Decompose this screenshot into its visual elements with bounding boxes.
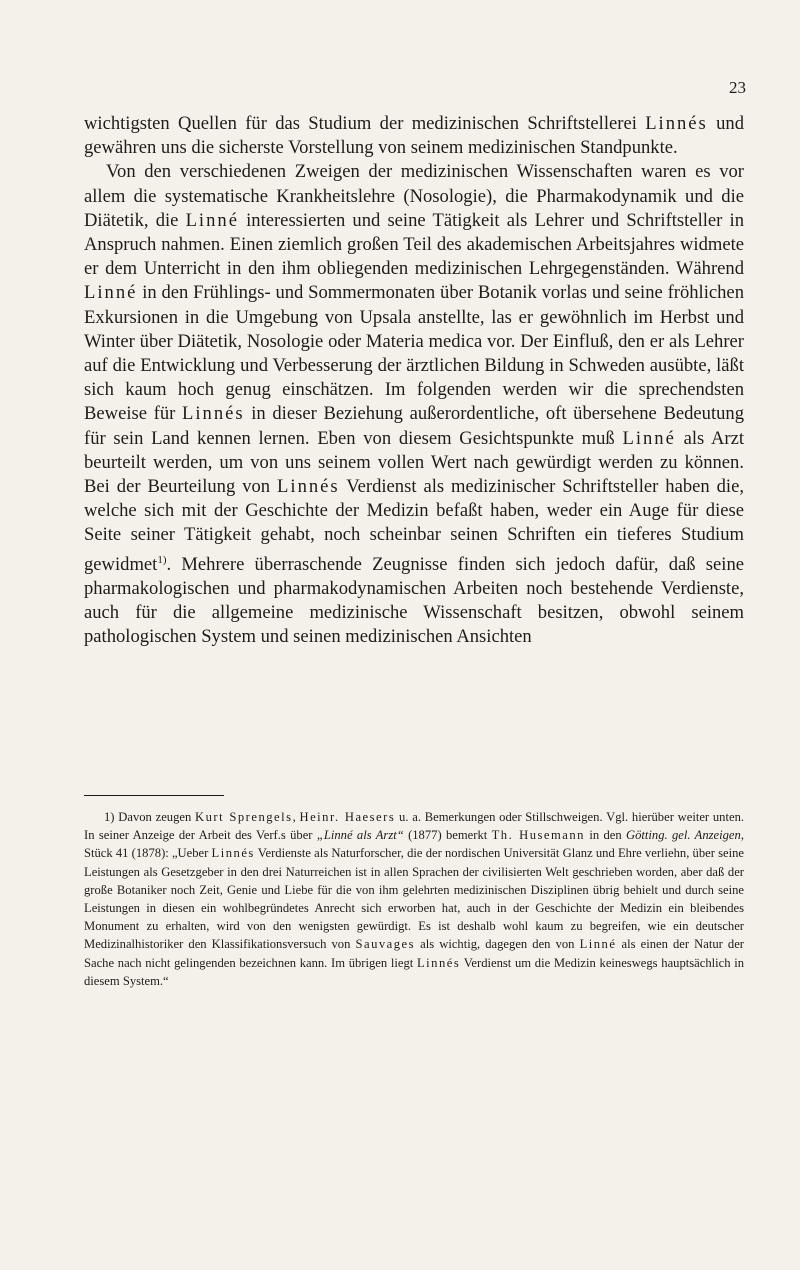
footnote-divider <box>84 795 224 796</box>
text-run: als einen der Natur der Sache nach nicht gelingenden bezeichnen kann. Im übrigen liegt <box>84 937 745 970</box>
spaced-name: Sauvages <box>355 937 416 952</box>
body-text <box>84 112 744 650</box>
text-run: Von den verschiedenen Zweigen der medizinischen Wissenschaften waren es vor allem die systematische Krankheitslehre (Nosologie), die Pharmakodynamik und die Diätetik, die <box>84 161 744 231</box>
text-run: als Arzt beurteilt werden, um von uns seinem vollen Wert nach gewürdigt werden zu können. Bei der Beurteilung von <box>84 427 744 498</box>
text-run: Verdienst als medizinischer Schriftsteller haben die, welche sich mit der Geschichte der Medizin befaßt haben, weder ein Auge für diese Seite seiner Tätigkeit gehabt, noch scheinbar seinen Schriften ein tieferes Studium gewidmet <box>84 476 744 575</box>
paragraph-2 <box>84 160 744 649</box>
text-run: interessierten und seine Tätigkeit als Lehrer und Schriftsteller in Anspruch nahmen. Einen ziemlich großen Teil des akademischen Arbeitsjahres widmete er dem Unterricht in den ihm obliegenden medizinischen Lehrgegenständen. Während <box>84 209 744 280</box>
paragraph-1 <box>84 112 744 160</box>
footnote <box>84 808 744 990</box>
footnote-marker: 1) <box>157 553 167 566</box>
spaced-name: Linnés <box>211 846 255 861</box>
text-run: in dieser Beziehung außerordentliche, oft übersehene Bedeutung für sein Land kennen lernen. Eben von diesem Gesichtspunkte muß <box>84 403 745 449</box>
spaced-name: Heinr. Haesers <box>299 810 396 824</box>
italic-title: Götting. gel. Anzeigen <box>626 828 741 843</box>
spaced-name: Linnés <box>645 113 708 134</box>
spaced-name: Linné <box>84 282 138 304</box>
page-number: 23 <box>729 78 746 97</box>
spaced-name: Linné <box>622 427 676 449</box>
text-run: Verdienste als Naturforscher, die der nordischen Universität Glanz und Ehre verliehn, über seine Leistungen als Gesetzgeber in den drei Naturreichen ist in allen Sprachen der civilisierten Welt geschrieben worden, aber daß der große Botaniker noch Zeit, Genie und Liebe für die von ihm gelehrten medizinischen Disziplinen übrig behielt und durch seine Leistungen in diesen ein wohlbegründetes Anrecht sich erworben hat, auch in der Geschichte der Medizin ein bleibendes Monument zu erhalten, wird von den wenigsten gewürdigt. Es ist deshalb wohl kaum zu begreifen, wie ein deutscher Medizinalhistoriker den Klassifikationsversuch von <box>84 846 745 952</box>
spaced-name: Linné <box>185 209 239 231</box>
italic-title: „Linné als Arzt“ <box>316 828 404 843</box>
spaced-name: Linnés <box>277 476 340 498</box>
text-run: Verdienst um die Medizin keineswegs hauptsächlich in diesem System.“ <box>84 955 745 988</box>
text-run: 1) Davon zeugen <box>104 810 196 824</box>
text-run: , Stück 41 (1878): „Ueber <box>84 828 744 861</box>
text-run: u. a. Bemerkungen oder Stillschweigen. Vgl. hierüber weiter unten. In seiner Anzeige der Arbeit des Verf.s über <box>84 810 745 843</box>
text-run: , <box>292 810 300 824</box>
spaced-name: Linné <box>579 937 617 952</box>
text-run: in den Frühlings- und Sommermonaten über Botanik vorlas und seine fröhlichen Exkursionen in die Umgebung von Upsala anstellte, las er gewöhnlich im Herbst und Winter über Diätetik, Nosologie oder Materia medica vor. Der Einfluß, den er als Lehrer auf die Entwicklung und Verbesserung der ärztlichen Bildung in Schweden ausübte, läßt sich kaum hoch genug einschätzen. Im folgenden werden wir die sprechendsten Beweise für <box>84 282 744 425</box>
spaced-name: Linnés <box>182 403 245 425</box>
spaced-name: Linnés <box>416 955 461 970</box>
text-run: in den <box>584 828 627 843</box>
spaced-name: Kurt Sprengels <box>195 810 293 824</box>
text-run: als wichtig, dagegen den von <box>415 937 580 952</box>
spaced-name: Th. Husemann <box>491 828 585 843</box>
text-run: und gewähren uns die sicherste Vorstellung von seinem medizinischen Standpunkte. <box>84 113 745 159</box>
text-run: . Mehrere überraschende Zeugnisse finden sich jedoch dafür, daß seine pharmakologischen und pharmakodynamischen Arbeiten noch bestehende Verdienste, auch für die allgemeine medizinische Wissenschaft besitzen, obwohl seinem pathologischen System und seinen medizinischen Ansichten <box>84 553 744 648</box>
text-run: (1877) bemerkt <box>403 828 492 843</box>
text-run: wichtigsten Quellen für das Studium der medizinischen Schriftstellerei <box>84 113 646 134</box>
